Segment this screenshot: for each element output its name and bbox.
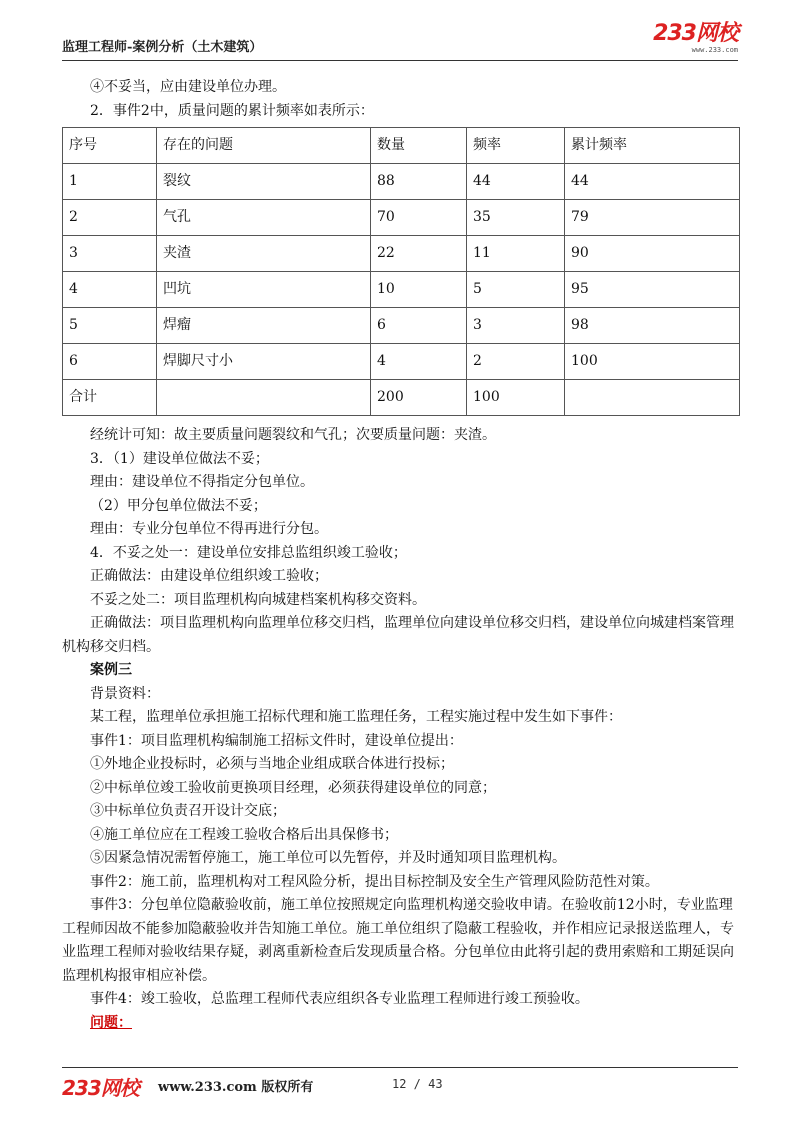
frequency-table	[62, 127, 740, 416]
table-row	[63, 236, 740, 272]
answer-line: 理由：专业分包单位不得再进行分包。	[90, 521, 328, 537]
table-cell: 35	[467, 200, 565, 236]
table-row	[63, 164, 740, 200]
table-cell: 22	[371, 236, 467, 272]
table-cell: 5	[467, 272, 565, 308]
answer-line: 4．不妥之处一：建设单位安排总监组织竣工验收；	[90, 544, 407, 561]
answer-line: 理由：建设单位不得指定分包单位。	[90, 474, 314, 490]
page-footer	[62, 1072, 738, 1102]
page-content	[62, 76, 738, 1035]
table-cell: 气孔	[157, 200, 371, 236]
table-row	[63, 200, 740, 236]
case-line: 事件4：竣工验收，总监理工程师代表应组织各专业监理工程师进行竣工预验收。	[90, 991, 589, 1007]
table-cell: 6	[371, 308, 467, 344]
header-divider	[62, 60, 738, 61]
table-cell: 合计	[63, 380, 157, 416]
table-cell: 1	[63, 164, 157, 200]
footer-copyright: www.233.com 版权所有	[158, 1080, 314, 1095]
answer-line: 经统计可知：故主要质量问题裂纹和气孔；次要质量问题：夹渣。	[90, 427, 496, 443]
table-cell: 裂纹	[157, 164, 371, 200]
answer-paragraph: 正确做法：项目监理机构向监理单位移交归档，监理单位向建设单位移交归档，建设单位向城建档案管理机构移交归档。	[62, 615, 734, 655]
table-cell: 6	[63, 344, 157, 380]
brand-logo	[653, 22, 738, 54]
case-line: ②中标单位竣工验收前更换项目经理，必须获得建设单位的同意；	[90, 779, 496, 796]
table-cell	[565, 380, 740, 416]
table-cell: 100	[565, 344, 740, 380]
table-cell: 4	[371, 344, 467, 380]
table-cell: 10	[371, 272, 467, 308]
question-label: 问题：	[90, 1014, 132, 1031]
table-cell: 200	[371, 380, 467, 416]
table-cell: 44	[565, 164, 740, 200]
table-cell: 3	[63, 236, 157, 272]
table-cell: 100	[467, 380, 565, 416]
table-header-cell: 数量	[371, 128, 467, 164]
table-cell: 夹渣	[157, 236, 371, 272]
answer-line: 2．事件2中，质量问题的累计频率如表所示：	[90, 102, 374, 119]
question-heading	[62, 1012, 738, 1036]
answer-line: 不妥之处二：项目监理机构向城建档案机构移交资料。	[90, 591, 426, 608]
table-cell: 90	[565, 236, 740, 272]
logo-text: 233网校	[653, 21, 738, 46]
table-cell: 5	[63, 308, 157, 344]
table-header-row	[63, 128, 740, 164]
table-cell: 95	[565, 272, 740, 308]
document-title: 监理工程师-案例分析（土木建筑）	[62, 40, 263, 55]
footer-logo: 233网校	[62, 1076, 139, 1100]
page-header	[62, 22, 738, 62]
table-cell: 2	[467, 344, 565, 380]
table-cell	[157, 380, 371, 416]
table-total-row	[63, 380, 740, 416]
case-line: ③中标单位负责召开设计交底；	[90, 803, 286, 819]
table-cell: 88	[371, 164, 467, 200]
answer-line: ④不妥当，应由建设单位办理。	[90, 79, 286, 95]
case-line: 某工程，监理单位承担施工招标代理和施工监理任务，工程实施过程中发生如下事件：	[90, 709, 622, 725]
table-cell: 98	[565, 308, 740, 344]
table-row	[63, 308, 740, 344]
table-cell: 44	[467, 164, 565, 200]
table-header-cell: 序号	[63, 128, 157, 164]
case-line: ①外地企业投标时，必须与当地企业组成联合体进行投标；	[90, 756, 454, 772]
table-header-cell: 存在的问题	[157, 128, 371, 164]
answer-line: 3．（1）建设单位做法不妥；	[90, 450, 269, 467]
table-cell: 焊瘤	[157, 308, 371, 344]
table-cell: 焊脚尺寸小	[157, 344, 371, 380]
table-cell: 4	[63, 272, 157, 308]
table-cell: 79	[565, 200, 740, 236]
case-line: 事件1：项目监理机构编制施工招标文件时，建设单位提出：	[90, 732, 463, 749]
answer-line: 正确做法：由建设单位组织竣工验收；	[90, 568, 328, 584]
case-line: 事件2：施工前，监理机构对工程风险分析，提出目标控制及安全生产管理风险防范性对策。	[90, 873, 659, 890]
page-number: 12 / 43	[392, 1077, 443, 1091]
table-cell: 2	[63, 200, 157, 236]
case-line: 背景资料：	[90, 685, 160, 702]
case-line: ④施工单位应在工程竣工验收合格后出具保修书；	[90, 826, 398, 843]
logo-url: www.233.com	[691, 46, 738, 54]
table-header-cell: 累计频率	[565, 128, 740, 164]
case-line: ⑤因紧急情况需暂停施工，施工单位可以先暂停，并及时通知项目监理机构。	[90, 850, 566, 866]
table-row	[63, 344, 740, 380]
table-cell: 70	[371, 200, 467, 236]
case-title: 案例三	[90, 662, 132, 678]
footer-divider	[62, 1067, 738, 1068]
table-cell: 11	[467, 236, 565, 272]
case-paragraph: 事件3：分包单位隐蔽验收前，施工单位按照规定向监理机构递交验收申请。在验收前12小时，专业监理工程师因故不能参加隐蔽验收并告知施工单位。施工单位组织了隐蔽工程验收，并作相应记录报送监理人，专业监理工程师对验收结果存疑，剥离重新检查后发现质量合格。分包单位由此将引起的费用索赔和工期延误向监理机构报审相应补偿。	[62, 897, 734, 984]
table-header-cell: 频率	[467, 128, 565, 164]
table-cell: 3	[467, 308, 565, 344]
table-cell: 凹坑	[157, 272, 371, 308]
table-row	[63, 272, 740, 308]
answer-line: （2）甲分包单位做法不妥；	[90, 497, 267, 514]
